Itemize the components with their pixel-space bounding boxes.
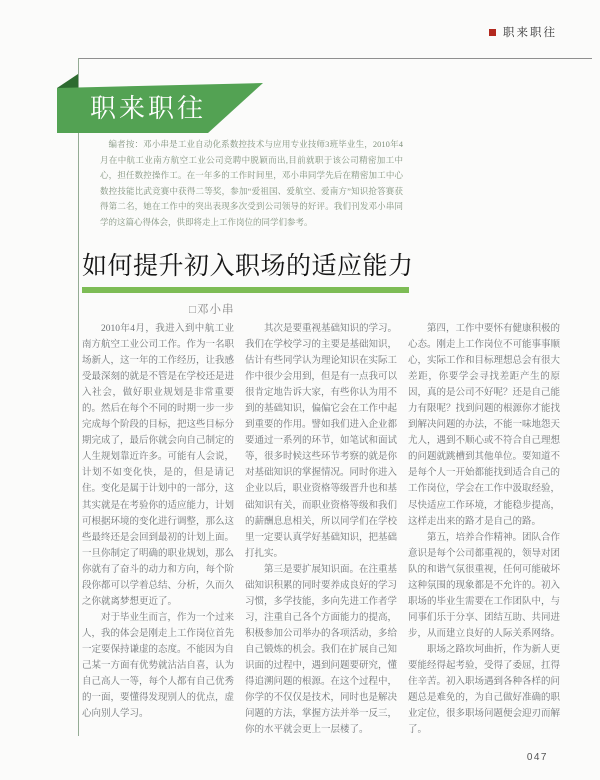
body-paragraph: 第五，培养合作精神。团队合作意识是每个公司都重视的，领导对团队的和谐气氛很重视，任何可能破坏这种氛围的现象都是不允许的。初入职场的毕业生需要在工作团队中，与同事们乐于分享、团结互助、共同进步，从而建立良好的人际关系网络。 bbox=[408, 532, 560, 639]
body-paragraph: 职场之路坎坷曲折，作为新人更要能经得起考验，受得了委屈，扛得住辛苦。初入职场遇到各种各样的问题总是难免的，为自己做好准确的职业定位，很多职场问题便会迎刃而解了。 bbox=[408, 644, 560, 736]
editor-note: 编者按：邓小串是工业自动化系数控技术与应用专业技师3班毕业生，2010年4月在中航工业南方航空工业公司竞聘中脱颖而出,目前就职于该公司精密加工中心，担任数控操作工。在一年多的工作时间里，邓小串同学先后在精密加工中心数控技能比武竞赛中获得二等奖，参加“爱祖国、爱航空、爱南方”知识抢答赛获得第二名，她在工作中的突出表现多次受到公司领导的好评。我们刊发邓小串同学的这篇心得体会，供即将走上工作岗位的同学们参考。 bbox=[100, 139, 403, 227]
body-paragraph: 2010年4月，我进入到中航工业南方航空工业公司工作。作为一名职场新人，这一年的工作经历，让我感受最深刻的就是不管是在学校还是进入社会，做好职业规划是非常重要的。然后在每个不同的时期一步一步完成每个阶段的目标，把这些目标分期完成了，最后你就会向自己制定的人生规划靠近许多。可能有人会说，计划不如变化快，是的，但是请记住。变化是属于计划中的一部分，这其实就是在考验你的适应能力，计划可根据环境的变化进行调整，那么这些最终还是会回到最初的计划上面。一旦你制定了明确的职业规划，那么你就有了奋斗的动力和方向，每个阶段你都可以学着总结、分析，久而久之你就离梦想更近了。 bbox=[82, 324, 235, 607]
body-paragraph: 第三是要扩展知识面。在注重基础知识积累的同时要养成良好的学习习惯，多学技能，多向先进工作者学习，注重自己各个方面能力的提高，积极参加公司举办的各项活动，多给自己锻炼的机会。我们在扩展自己知识面的过程中，遇到问题要研究，懂得追溯问题的根源。在这个过程中，你学的不仅仅是技术，同时也是解决问题的方法，掌握方法并举一反三，你的水平就会更上一层楼了。 bbox=[245, 564, 398, 736]
section-banner-title: 职来职往 bbox=[90, 93, 207, 123]
ribbon-fold bbox=[57, 74, 78, 88]
body-paragraph: 其次是要重视基础知识的学习。我们在学校学习的主要是基础知识，估计有些同学认为理论知识在实际工作中很少会用到，但是有一点我可以很肯定地告诉大家，有些你认为用不到的基础知识，偏偏它会在工作中起到重要的作用。譬如我们进入企业都要通过一系列的环节，如笔试和面试等，很多时候这些环节考察的就是你对基础知识的掌握情况。同时你进入企业以后，职业资格等级晋升也和基础知识有关，而职业资格等级和我们的薪酬息息相关，所以同学们在学校里一定要认真学好基础知识，把基础打扎实。 bbox=[245, 324, 398, 559]
section-banner bbox=[57, 73, 263, 133]
article-author: □邓小串 bbox=[189, 304, 235, 316]
page-number: 047 bbox=[526, 752, 548, 763]
column-name-label: 职来职往 bbox=[503, 27, 557, 39]
page-header bbox=[489, 24, 557, 40]
body-paragraph: 第四，工作中要怀有健康积极的心态。刚走上工作岗位不可能事事顺心，实际工作和目标理想总会有很大差距，你要学会寻找差距产生的原因，真的是公司不好呢？还是自己能力有限呢？找到问题的根源你才能找到解决问题的办法，不能一味地怨天尤人，遇到不顺心或不符合自己理想的问题就跳槽到其他单位。要知道不是每个人一开始都能找到适合自己的工作岗位，学会在工作中汲取经验，尽快适应工作环境，才能稳步提高，这样走出来的路才是自己的路。 bbox=[408, 324, 560, 527]
title-underline-bar bbox=[82, 287, 409, 293]
article-title: 如何提升初入职场的适应能力 bbox=[82, 252, 414, 280]
left-vertical-rule bbox=[78, 58, 79, 736]
body-paragraph: 对于毕业生而言，作为一个过来人，我的体会是刚走上工作岗位首先一定要保持谦虚的态度。不能因为自己某一方面有优势就沾沾自喜，认为自己高人一等，每个人都有自己优秀的一面，要懂得发现别人的优点，虚心向别人学习。 bbox=[82, 612, 235, 720]
top-horizontal-rule bbox=[78, 58, 592, 59]
red-square-marker bbox=[489, 29, 496, 36]
article-body bbox=[82, 321, 560, 741]
